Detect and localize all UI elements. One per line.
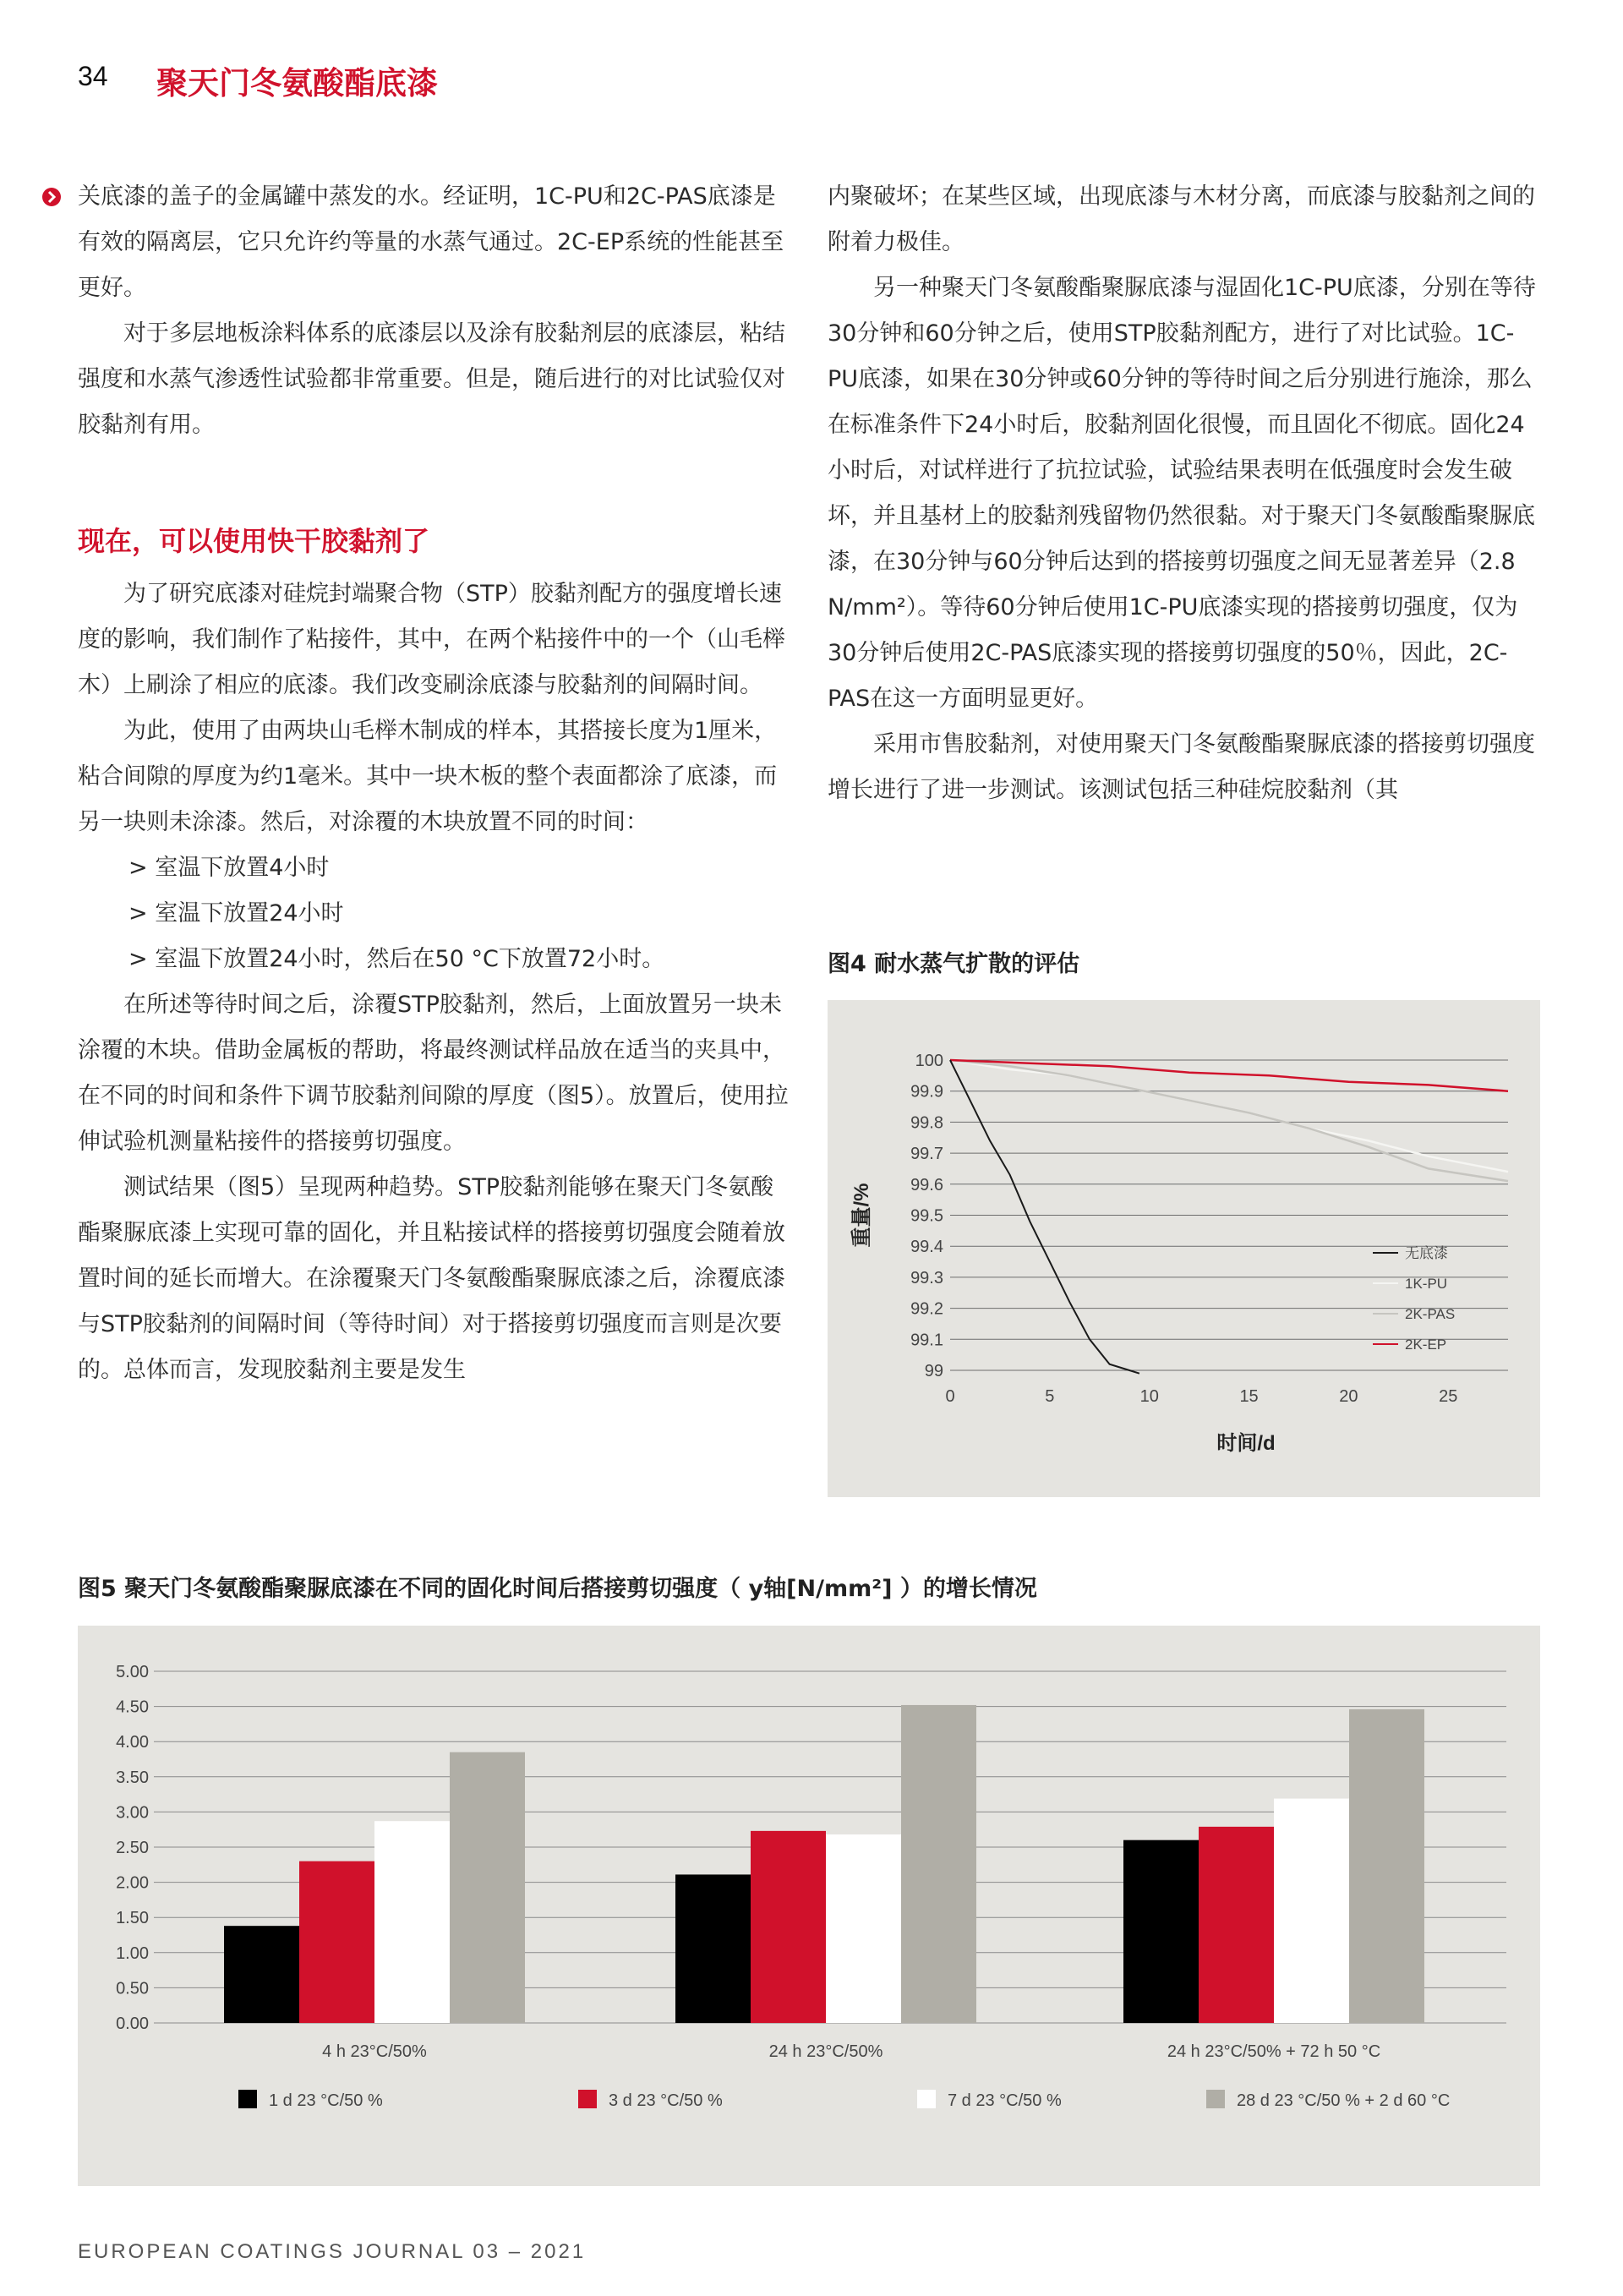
list-item: > 室温下放置24小时 [128,900,344,927]
chevron-right-icon [42,188,61,206]
x-tick-label: 10 [1139,1387,1159,1406]
x-tick-label: 25 [1439,1387,1458,1406]
y-tick-label: 2.00 [116,1873,149,1893]
x-tick-label: 24 h 23°C/50% + 72 h 50 °C [1167,2042,1381,2061]
left-column-lower [78,571,790,1393]
paragraph: 在所述等待时间之后，涂覆STP胶黏剂，然后，上面放置另一块未涂覆的木块。借助金属板的帮助，将最终测试样品放在适当的夹具中，在不同的时间和条件下调节胶黏剂间隙的厚度（图5）。放置后，使用拉伸试验机测量粘接件的搭接剪切强度。 [78,992,789,1155]
legend-label: 7 d 23 °C/50 % [948,2091,1062,2110]
left-column [78,174,790,448]
y-tick-label: 99.5 [910,1206,943,1226]
list-item: > 室温下放置4小时 [128,855,330,881]
section-heading: 现在，可以使用快干胶黏剂了 [78,525,430,557]
right-column [828,174,1544,813]
y-tick-label: 99.4 [910,1238,943,1257]
series-line-1 [950,1060,1139,1374]
y-tick-label: 4.00 [116,1733,149,1752]
figure-5-title: 图5 聚天门冬氨酸酯聚脲底漆在不同的固化时间后搭接剪切强度（ y轴[N/mm²] ）的增长情况 [78,1576,1037,1602]
bar-1-1 [224,1926,299,2023]
y-tick-label: 1.50 [116,1909,149,1928]
legend-label: 2K-PAS [1405,1306,1456,1322]
page-title: 聚天门冬氨酸酯底漆 [156,65,438,101]
y-tick-label: 4.50 [116,1697,149,1717]
journal-footer: EUROPEAN COATINGS JOURNAL 03 – 2021 [78,2240,587,2263]
legend-swatch [917,2090,936,2108]
y-tick-label: 0.50 [116,1979,149,1998]
bar-4-2 [901,1705,976,2023]
legend-label: 2K-EP [1405,1337,1447,1353]
y-tick-label: 99.8 [910,1113,943,1133]
y-axis-label: 重量/% [850,1183,873,1248]
paragraph: 内聚破坏；在某些区域，出现底漆与木材分离，而底漆与胶黏剂之间的附着力极佳。 [828,183,1535,255]
y-tick-label: 99.1 [910,1331,943,1350]
bar-2-3 [1199,1827,1274,2023]
bar-4-1 [450,1752,525,2023]
series-line-2 [950,1060,1508,1172]
y-tick-label: 99.6 [910,1175,943,1194]
bar-1-3 [1123,1840,1199,2023]
bar-3-2 [826,1834,901,2023]
x-tick-label: 20 [1339,1387,1358,1406]
legend-swatch [238,2090,257,2108]
y-tick-label: 3.50 [116,1768,149,1787]
y-tick-label: 1.00 [116,1943,149,1963]
y-tick-label: 99.9 [910,1082,943,1102]
figure-5-panel [78,1626,1540,2186]
bar-2-2 [751,1831,826,2023]
paragraph: 另一种聚天门冬氨酸酯聚脲底漆与湿固化1C-PU底漆，分别在等待30分钟和60分钟之后，使用STP胶黏剂配方，进行了对比试验。1C-PU底漆，如果在30分钟或60分钟的等待时间之后分别进行施涂，那么在标准条件下24小时后，胶黏剂固化很慢，而且固化不彻底。固化24小时后，对试样进行了抗拉试验，试验结果表明在低强度时会发生破坏，并且基材上的胶黏剂残留物仍然很黏。对于聚天门冬氨酸酯聚脲底漆，在30分钟与60分钟后达到的搭接剪切强度之间无显著差异（2.8 N/mm²）。等待60分钟后使用1C-PU底漆实现的搭接剪切强度，仅为30分钟后使用2C-PAS底漆实现的搭接剪切强度的50％，因此，2C-PAS在这一方面明显更好。 [828,275,1536,712]
x-axis-label: 时间/d [1216,1432,1276,1455]
legend-swatch [1206,2090,1225,2108]
line-chart [828,1000,1540,1497]
series-line-4 [950,1060,1508,1091]
x-tick-label: 4 h 23°C/50% [322,2042,427,2061]
x-tick-label: 15 [1239,1387,1259,1406]
figure-4-title: 图4 耐水蒸气扩散的评估 [828,951,1080,977]
x-tick-label: 0 [945,1387,955,1406]
y-tick-label: 99.7 [910,1145,943,1164]
paragraph: 为此，使用了由两块山毛榉木制成的样本，其搭接长度为1厘米，粘合间隙的厚度为约1毫米。其中一块木板的整个表面都涂了底漆，而另一块则未涂漆。然后，对涂覆的木块放置不同的时间： [78,718,778,835]
paragraph: 测试结果（图5）呈现两种趋势。STP胶黏剂能够在聚天门冬氨酸酯聚脲底漆上实现可靠的固化，并且粘接试样的搭接剪切强度会随着放置时间的延长而增大。在涂覆聚天门冬氨酸酯聚脲底漆之后，涂覆底漆与STP胶黏剂的间隔时间（等待时间）对于搭接剪切强度而言则是次要的。总体而言，发现胶黏剂主要是发生 [78,1174,785,1383]
bar-4-3 [1349,1709,1424,2023]
x-tick-label: 24 h 23°C/50% [768,2042,883,2061]
paragraph: 为了研究底漆对硅烷封端聚合物（STP）胶黏剂配方的强度增长速度的影响，我们制作了粘接件，其中，在两个粘接件中的一个（山毛榉木）上刷涂了相应的底漆。我们改变刷涂底漆与胶黏剂的间隔时间。 [78,581,785,698]
y-tick-label: 99.2 [910,1299,943,1319]
figure-4-panel [828,1000,1540,1497]
paragraph: 采用市售胶黏剂，对使用聚天门冬氨酸酯聚脲底漆的搭接剪切强度增长进行了进一步测试。该测试包括三种硅烷胶黏剂（其 [828,731,1535,803]
legend-swatch [578,2090,597,2108]
legend-label: 28 d 23 °C/50 % + 2 d 60 °C [1237,2091,1451,2110]
y-tick-label: 5.00 [116,1663,149,1681]
paragraph: 关底漆的盖子的金属罐中蒸发的水。经证明，1C-PU和2C-PAS底漆是有效的隔离层，它只允许约等量的水蒸气通过。2C-EP系统的性能甚至更好。 [78,183,784,301]
list-item: > 室温下放置24小时，然后在50 °C下放置72小时。 [128,946,665,972]
y-tick-label: 100 [915,1052,943,1070]
bar-3-3 [1274,1799,1349,2023]
bar-chart [78,1626,1540,2186]
page-number: 34 [78,61,108,91]
x-tick-label: 5 [1045,1387,1055,1406]
paragraph: 对于多层地板涂料体系的底漆层以及涂有胶黏剂层的底漆层，粘结强度和水蒸气渗透性试验都非常重要。但是，随后进行的对比试验仅对胶黏剂有用。 [78,320,785,438]
legend-label: 1 d 23 °C/50 % [269,2091,383,2110]
y-tick-label: 99.3 [910,1268,943,1287]
y-tick-label: 2.50 [116,1839,149,1857]
bar-2-1 [299,1861,374,2023]
bar-3-1 [374,1821,450,2023]
y-tick-label: 3.00 [116,1803,149,1823]
legend-label: 无底漆 [1405,1245,1448,1261]
y-tick-label: 0.00 [116,2014,149,2033]
y-tick-label: 99 [924,1362,943,1380]
legend-label: 3 d 23 °C/50 % [609,2091,723,2110]
series-line-3 [950,1060,1508,1181]
legend-label: 1K-PU [1405,1276,1448,1292]
bar-1-2 [675,1874,751,2023]
